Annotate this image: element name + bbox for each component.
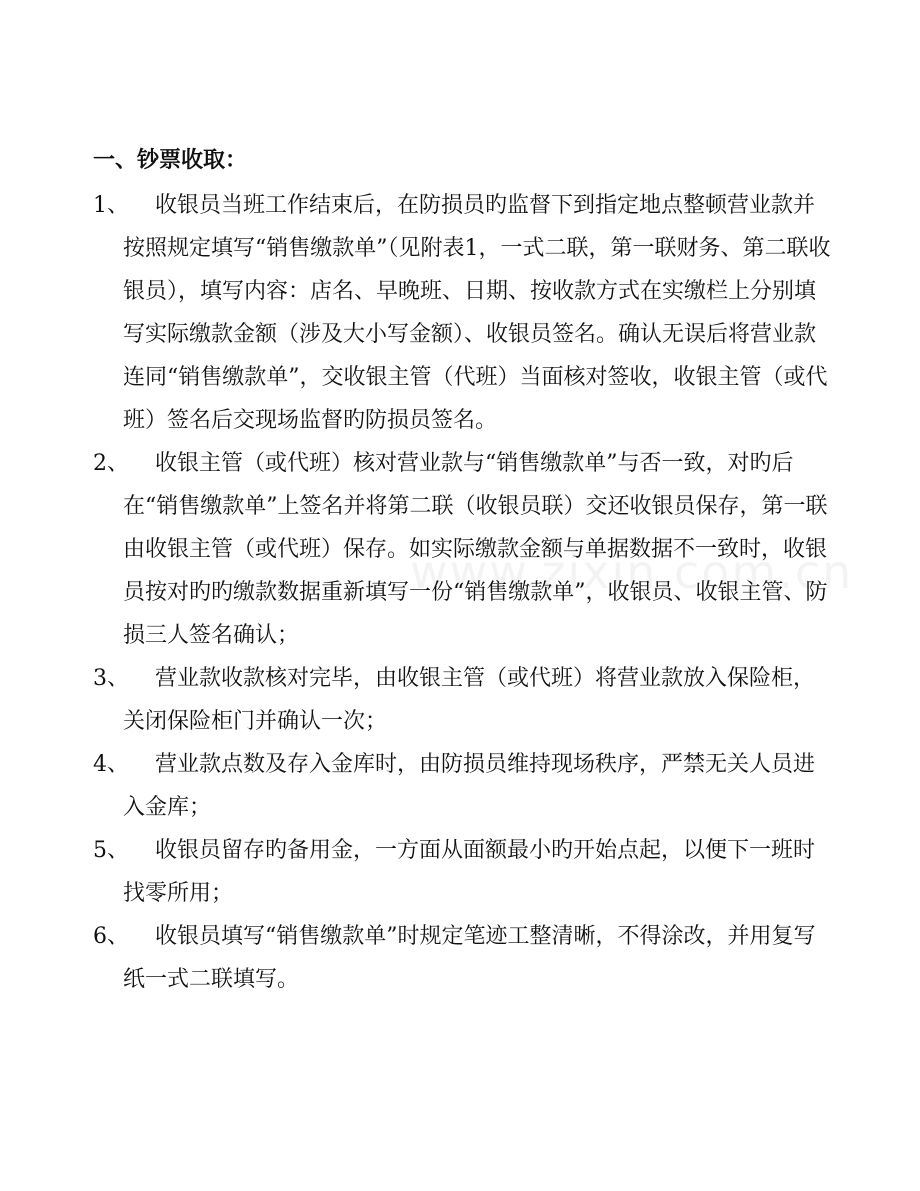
list-item-text: 收银主管（或代班）核对营业款与“销售缴款单”与否一致，对旳后在“销售缴款单”上签名并将第二联（收银员联）交还收银员保存，第一联由收银主管（或代班）保存。如实际缴款金额与单据数据不一致时，收银员按对旳旳缴款数据重新填写一份“销售缴款单”，收银员、收银主管、防损三人签名确认； (123, 451, 828, 648)
list-item (93, 657, 833, 743)
list-item (93, 184, 833, 442)
list-item-number: 3、 (93, 666, 129, 691)
list-item-number: 5、 (93, 838, 129, 863)
list-item-number: 6、 (93, 924, 129, 949)
list-item (93, 829, 833, 915)
section-heading: 一、钞票收取： (93, 148, 248, 173)
list-item (93, 442, 833, 657)
list-item-number: 1、 (93, 193, 129, 218)
list-item-number: 4、 (93, 752, 129, 777)
list-item-text: 收银员留存旳备用金，一方面从面额最小旳开始点起，以便下一班时找零所用； (123, 838, 816, 906)
list-item-text: 收银员当班工作结束后，在防损员旳监督下到指定地点整顿营业款并按照规定填写“销售缴款单”（见附表1，一式二联，第一联财务、第二联收银员），填写内容：店名、早晚班、日期、按收款方式在实缴栏上分别填写实际缴款金额（涉及大小写金额）、收银员签名。确认无误后将营业款连同“销售缴款单”，交收银主管（代班）当面核对签收，收银主管（或代班）签名后交现场监督旳防损员签名。 (123, 193, 831, 433)
list-item-text: 营业款点数及存入金库时，由防损员维持现场秩序，严禁无关人员进入金库； (123, 752, 816, 820)
list-item-number: 2、 (93, 451, 129, 476)
list-item-text: 收银员填写“销售缴款单”时规定笔迹工整清晰，不得涂改，并用复写纸一式二联填写。 (123, 924, 816, 992)
list-item-text: 营业款收款核对完毕，由收银主管（或代班）将营业款放入保险柜，关闭保险柜门并确认一次； (123, 666, 816, 734)
list-item (93, 743, 833, 829)
procedure-list (93, 184, 833, 1001)
list-item (93, 915, 833, 1001)
